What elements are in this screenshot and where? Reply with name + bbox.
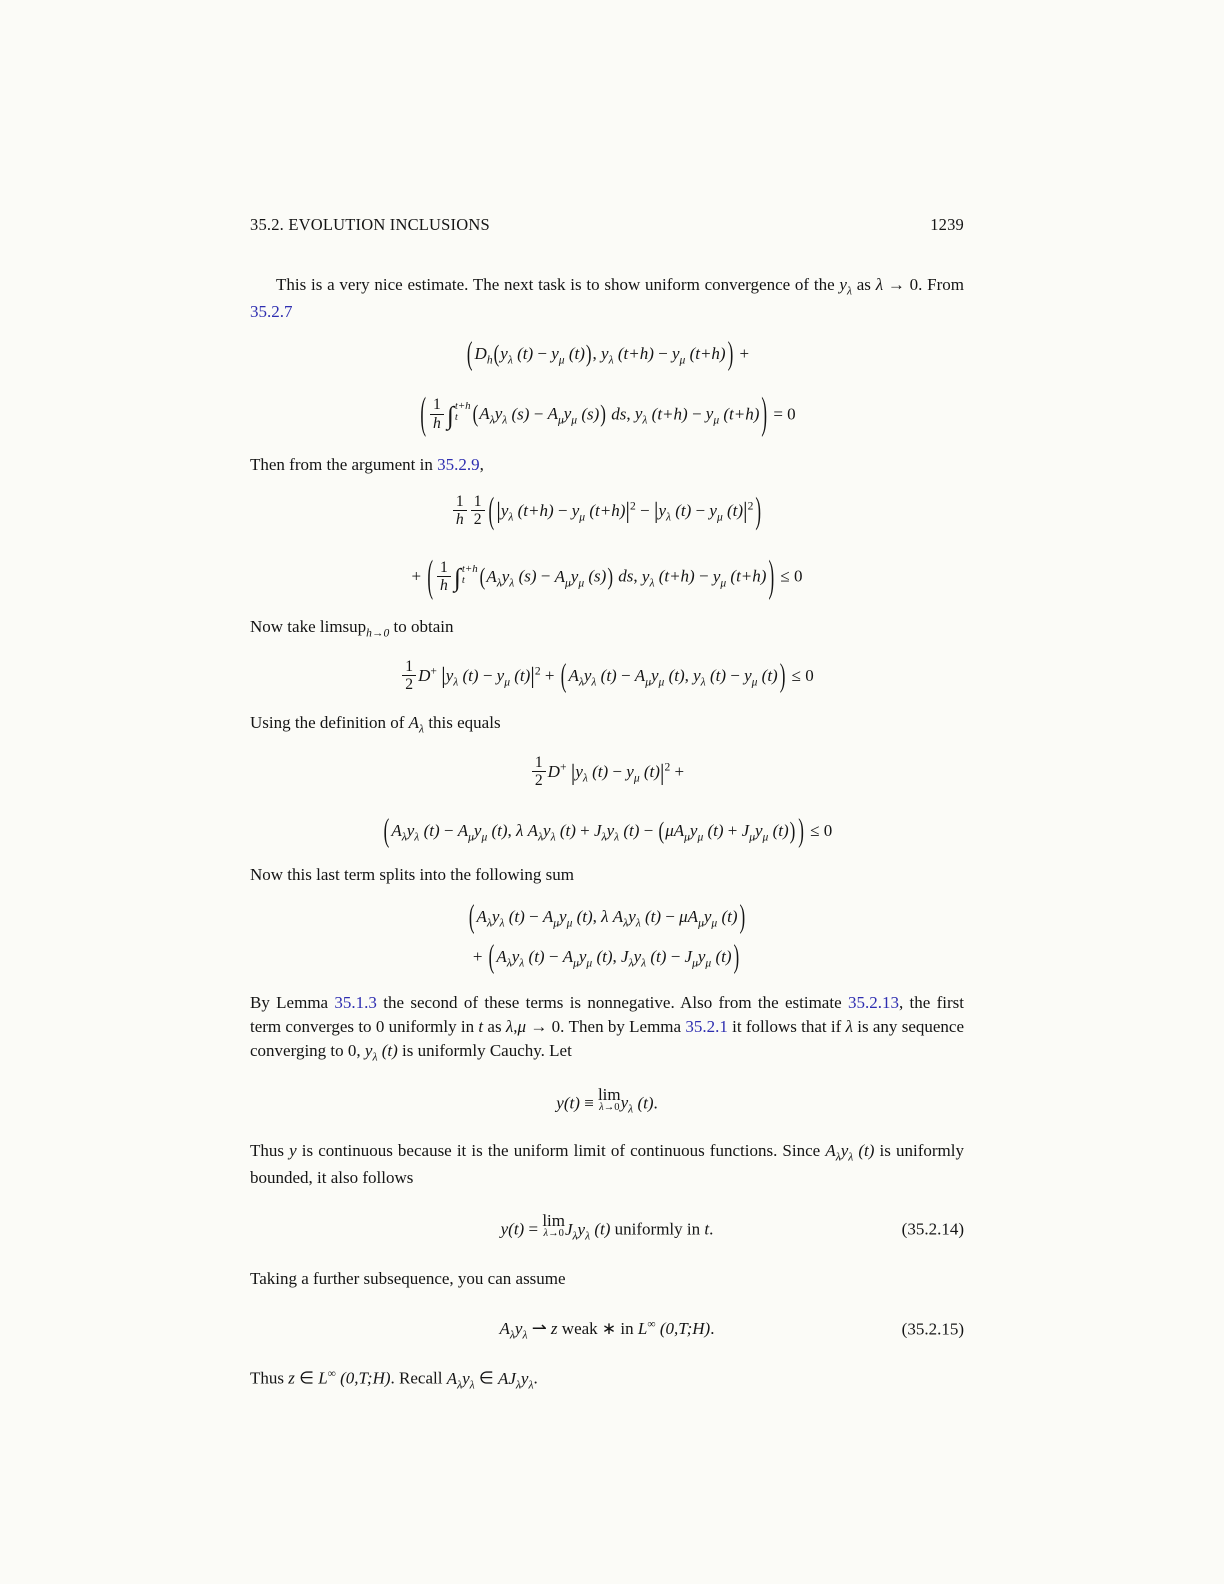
equation-2 — [250, 489, 964, 601]
para-text: Taking a further subsequence, you can assume — [250, 1269, 566, 1289]
para-text: as — [483, 1017, 506, 1037]
cross-reference-35-1-3[interactable]: 35.1.3 — [334, 993, 377, 1013]
equation-8-number: (35.2.15) — [901, 1319, 964, 1339]
para-text: 0. From — [904, 275, 964, 294]
para-text: Now this last term splits into the following sum — [250, 865, 574, 885]
running-header — [250, 215, 964, 235]
para-text: is uniformly bounded, it also follows — [250, 1141, 964, 1188]
equation-6: y(t) ≡ lim λ→0 $y_\lambda$ (t). — [556, 1085, 658, 1116]
para-text: to obtain — [389, 616, 454, 636]
equation-2-line-1: $\frac{1}{h}$ $\frac{1}{2}$ ($|y_\lambda$ $(t+h) - y_\mu$ $(t+h)|^2 - |y_\lambda$ $(t) - y_\mu$ $(t)|^2$ ) — [250, 493, 964, 530]
para-text: Then from the argument in — [250, 454, 438, 474]
equation-7: y(t) = lim λ→0 $J_\lambda y_\lambda$ (t) uniformly in t. (35.2.14) — [500, 1211, 964, 1242]
equation-5-line-2: + ( $A_\lambda y_\lambda$ $(t) - A_\mu y_\mu$ (t), $J_\lambda y_\lambda$ $(t) - J_\mu y_\mu$ (t) ) — [472, 938, 740, 975]
equation-1-line-2: ( $\frac{1}{h}$ ∫ t+h t ($A_\lambda y_\lambda$ $(s) - A_\mu y_\mu$ (s)) ds, $y_\lambda$ $(t+h) - y_\mu$ (t+h) ) = 0 — [420, 388, 796, 439]
equation-5-line-1: ( $A_\lambda y_\lambda$ $(t) - A_\mu y_\mu$ (t), λ $A_\lambda y_\lambda$ $(t) - \mu A_\mu y_\mu$ (t) ) — [468, 898, 746, 935]
equation-3: $\frac{1}{2}$ D+ $|y_\lambda$ $(t) - y_\mu$ $(t)|^2$ + ( $A_\lambda y_\lambda$ $(t) - A_\mu y_\mu$ (t), $y_\lambda$ $(t) - y_\mu$ (t) ) ≤ 0 — [250, 658, 964, 695]
cross-reference-35-2-9[interactable]: 35.2.9 — [437, 454, 480, 474]
equation-5 — [250, 898, 964, 975]
equation-1 — [250, 335, 964, 439]
page-content — [250, 215, 964, 1400]
equation-1-line-1: ( $D_h(y_\lambda$ $(t) - y_\mu$ (t)), $y_\lambda$ $(t+h) - y_\mu$ (t+h) ) + — [466, 335, 750, 372]
paragraph-definition-of-A-lambda: Using the definition of $A_\lambda$ this equals — [250, 713, 501, 736]
para-text: 0. Then by Lemma — [547, 1017, 686, 1037]
para-text: , — [479, 454, 484, 474]
para-text: Thus — [250, 1141, 290, 1161]
equation-2-line-2: + ( $\frac{1}{h}$ ∫ t+h t ($A_\lambda y_\lambda$ $(s) - A_\mu y_\mu$ (s)) ds, $y_\lambda$ $(t+h) - y_\mu$ (t+h) ) ≤ 0 — [411, 551, 803, 601]
para-text: , the first term converges to 0 uniformly in — [250, 993, 965, 1037]
cross-reference-35-2-1[interactable]: 35.2.1 — [685, 1017, 728, 1037]
para-text: is continuous because it is the uniform limit of continuous functions. Since — [296, 1141, 826, 1161]
paragraph-conclusion: Thus z ∈ L∞ (0,T;H). Recall $A_\lambda y_\lambda$ ∈ $AJ_\lambda y_\lambda$. — [250, 1367, 538, 1392]
paragraph-lemma-discussion: By Lemma 35.1.3 the second of these terms is nonnegative. Also from the estimate 35.2.13, the first term converges to 0 uniformly in t as λ,μ → 0. Then by Lemma 35.2.1 it follows that if λ is any sequence converging to 0, $y_\lambda$ (t) is uniformly Cauchy. Let — [250, 993, 965, 1064]
paragraph-continuity: Thus y is continuous because it is the uniform limit of continuous functions. Since $A_\lambda y_\lambda$ (t) is uniformly bounded, it also follows — [250, 1141, 964, 1188]
para-text: Recall — [394, 1369, 447, 1389]
equation-8: $A_\lambda y_\lambda$ ⇀ z weak ∗ in L∞ (0,T;H). (35.2.15) — [499, 1316, 964, 1341]
cross-reference-35-2-7[interactable]: 35.2.7 — [250, 301, 293, 321]
para-text: By Lemma — [250, 993, 335, 1013]
paragraph-then-from-argument — [250, 453, 964, 477]
para-text: the second of these terms is nonnegative. Also from the estimate — [376, 993, 848, 1013]
para-text: it follows that if — [727, 1017, 846, 1037]
equation-4-line-1: $\frac{1}{2}$ D+ $|y_\lambda$ $(t) - y_\mu$ $(t)|^2$ + — [250, 754, 964, 791]
equation-7-number: (35.2.14) — [901, 1219, 964, 1239]
para-text: this equals — [424, 713, 501, 733]
para-text: This is a very nice estimate. The next task is to show uniform convergence of the — [276, 275, 840, 294]
paragraph-subsequence — [250, 1267, 964, 1291]
para-text: Using the definition of — [250, 713, 409, 733]
para-text: is uniformly Cauchy. Let — [397, 1041, 572, 1061]
header-section-title: 35.2. EVOLUTION INCLUSIONS — [250, 215, 490, 234]
equation-4-line-2: ( $A_\lambda y_\lambda$ $(t) - A_\mu y_\mu$ (t), λ $A_\lambda y_\lambda$ $(t) + J_\lambda y_\lambda$ $(t) - (\mu A_\mu y_\mu$ $(t) + J_\mu y_\mu$ (t)) ) ≤ 0 — [383, 812, 833, 849]
para-text: is any sequence converging to 0, — [250, 1017, 965, 1061]
paragraph-splits-into-sum — [250, 863, 964, 887]
para-text: Thus — [250, 1369, 289, 1389]
paragraph-intro: This is a very nice estimate. The next task is to show uniform convergence of the $y_\lambda$ as λ → 0. From 35.2.7 — [250, 275, 964, 321]
paragraph-limsup: Now take limsup$_{h\to 0}$ to obtain — [250, 616, 454, 640]
header-page-number: 1239 — [930, 215, 964, 234]
para-text: as — [851, 275, 876, 294]
para-text: Now take limsup — [250, 616, 367, 636]
equation-4 — [250, 754, 964, 847]
cross-reference-35-2-13[interactable]: 35.2.13 — [847, 993, 899, 1013]
